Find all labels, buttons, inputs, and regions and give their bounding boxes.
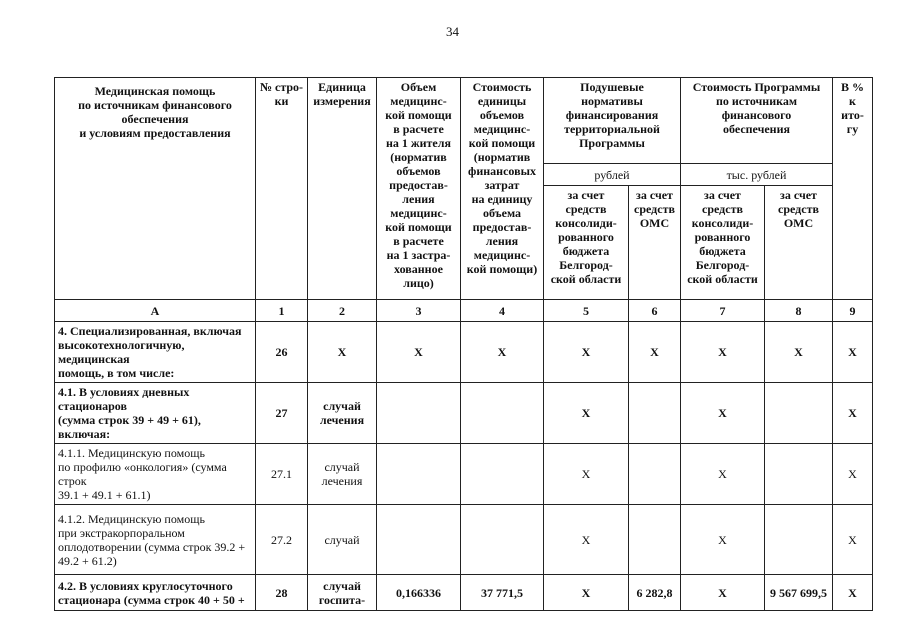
row-value: [765, 444, 833, 505]
header-col-7-text: за счет средств консолиди- рованного бюджета Белгород- ской области: [687, 188, 758, 286]
row-name: 4. Специализированная, включая высокотехнологичную, медицинская помощь, в том числе:: [55, 322, 256, 383]
index-cell: 8: [765, 300, 833, 322]
row-number: 27.2: [256, 505, 308, 575]
header-unit-rub-text: рублей: [594, 167, 630, 182]
row-value: 9 567 699,5: [765, 575, 833, 611]
row-unit: случай: [308, 505, 377, 575]
row-value: X: [765, 322, 833, 383]
row-number: 27: [256, 383, 308, 444]
index-cell: 9: [833, 300, 873, 322]
row-value: X: [833, 383, 873, 444]
row-value: [629, 444, 681, 505]
row-value: X: [544, 383, 629, 444]
row-name: 4.1.1. Медицинскую помощь по профилю «онкология» (сумма строк 39.1 + 49.1 + 61.1): [55, 444, 256, 505]
index-cell: 7: [681, 300, 765, 322]
row-value: X: [544, 444, 629, 505]
header-group-normatives-text: Подушевые нормативы финансирования территориальной Программы: [564, 80, 660, 150]
table-row: [55, 383, 873, 444]
index-cell: 3: [377, 300, 461, 322]
header-unit-thousand-rub: [681, 164, 833, 186]
row-number: 27.1: [256, 444, 308, 505]
row-value: X: [377, 322, 461, 383]
row-value: X: [681, 322, 765, 383]
row-unit: X: [308, 322, 377, 383]
row-value: X: [461, 322, 544, 383]
index-cell: А: [55, 300, 256, 322]
header-unit-rub: [544, 164, 681, 186]
index-cell: 6: [629, 300, 681, 322]
header-col-3-text: Объем медицинс- кой помощи в расчете на 1 жителя (норматив объемов предостав- ления медицинс- кой помощи в расчете на 1 застра- хованное лицо): [385, 80, 452, 290]
row-number: 28: [256, 575, 308, 611]
row-value: X: [681, 383, 765, 444]
header-col-6-text: за счет средств ОМС: [634, 188, 675, 230]
row-value: [377, 444, 461, 505]
header-col-a: [55, 78, 256, 300]
row-name: 4.1. В условиях дневных стационаров (сумма строк 39 + 49 + 61), включая:: [55, 383, 256, 444]
row-value: [461, 383, 544, 444]
table-row: [55, 505, 873, 575]
row-value: [461, 444, 544, 505]
header-col-2-text: Единица измерения: [313, 80, 371, 108]
header-col-4-text: Стоимость единицы объемов медицинс- кой помощи (норматив финансовых затрат на единицу объема предостав- ления медицинс- кой помощи): [466, 80, 538, 276]
row-value: X: [833, 444, 873, 505]
header-col-9: [833, 78, 873, 300]
row-value: [461, 505, 544, 575]
table-row: [55, 575, 873, 611]
header-col-5-text: за счет средств консолиди- рованного бюджета Белгород- ской области: [550, 188, 622, 286]
row-value: X: [833, 505, 873, 575]
row-value: [629, 505, 681, 575]
row-name: 4.2. В условиях круглосуточного стационара (сумма строк 40 + 50 +: [55, 575, 256, 611]
row-value: X: [544, 575, 629, 611]
index-cell: 5: [544, 300, 629, 322]
index-cell: 2: [308, 300, 377, 322]
row-value: X: [544, 505, 629, 575]
row-value: [377, 505, 461, 575]
index-row: [55, 300, 873, 322]
page-number: 34: [446, 24, 459, 39]
row-value: 0,166336: [377, 575, 461, 611]
row-number: 26: [256, 322, 308, 383]
header-col-3: [377, 78, 461, 300]
header-col-1-text: № стро- ки: [259, 80, 304, 108]
row-unit: случай лечения: [308, 383, 377, 444]
row-value: 37 771,5: [461, 575, 544, 611]
table-row: [55, 322, 873, 383]
row-value: X: [629, 322, 681, 383]
header-col-9-text: В % к ито- гу: [840, 80, 864, 136]
header-group-normatives: [544, 78, 681, 164]
financing-table: [54, 77, 873, 611]
row-value: X: [681, 505, 765, 575]
index-cell: 1: [256, 300, 308, 322]
row-value: X: [833, 575, 873, 611]
row-name: 4.1.2. Медицинскую помощь при экстракорпоральном оплодотворении (сумма строк 39.2 + 49.2 + 61.2): [55, 505, 256, 575]
header-col-8-text: за счет средств ОМС: [778, 188, 819, 230]
row-unit: случай лечения: [308, 444, 377, 505]
header-unit-thousand-rub-text: тыс. рублей: [726, 167, 787, 182]
row-value: X: [833, 322, 873, 383]
index-cell: 4: [461, 300, 544, 322]
row-value: X: [544, 322, 629, 383]
header-group-cost: [681, 78, 833, 164]
header-group-cost-text: Стоимость Программы по источникам финансового обеспечения: [692, 80, 821, 136]
row-value: [765, 505, 833, 575]
header-col-7: [681, 186, 765, 300]
row-value: X: [681, 444, 765, 505]
header-col-5: [544, 186, 629, 300]
header-col-6: [629, 186, 681, 300]
header-col-2: [308, 78, 377, 300]
header-col-a-text: Медицинская помощь по источникам финансового обеспечения и условиям предоставления: [78, 84, 232, 140]
header-col-4: [461, 78, 544, 300]
row-value: [377, 383, 461, 444]
header-col-8: [765, 186, 833, 300]
row-value: 6 282,8: [629, 575, 681, 611]
row-value: [629, 383, 681, 444]
data-rows: [55, 322, 873, 611]
row-value: X: [681, 575, 765, 611]
table-row: [55, 444, 873, 505]
row-unit: случай госпита-: [308, 575, 377, 611]
header-col-1: [256, 78, 308, 300]
row-value: [765, 383, 833, 444]
